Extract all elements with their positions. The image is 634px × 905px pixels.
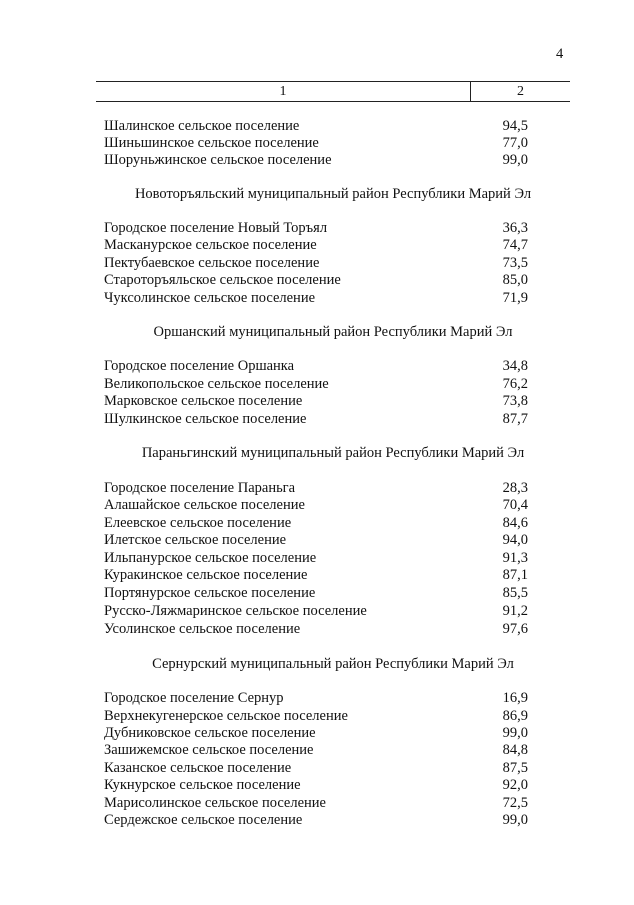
settlement-name: Илетское сельское поселение (104, 532, 287, 548)
settlement-name: Масканурское сельское поселение (104, 237, 317, 253)
settlement-name: Городское поселение Новый Торъял (104, 220, 328, 236)
district-heading: Новоторъяльский муниципальный район Республики Марий Эл (134, 186, 532, 202)
settlement-value: 36,3 (502, 220, 528, 236)
table-row (104, 358, 528, 375)
settlement-value: 91,3 (502, 550, 528, 566)
settlement-name: Казанское сельское поселение (104, 760, 292, 776)
settlement-value: 94,5 (502, 118, 528, 134)
settlement-value: 71,9 (502, 290, 528, 306)
settlement-value: 72,5 (502, 795, 528, 811)
district-heading: Параньгинский муниципальный район Республики Марий Эл (141, 445, 525, 461)
settlement-name: Марковское сельское поселение (104, 393, 303, 409)
settlement-name: Марисолинское сельское поселение (104, 795, 326, 811)
table-row (104, 550, 528, 567)
settlement-name: Усолинское сельское поселение (104, 621, 301, 637)
settlement-name: Шулкинское сельское поселение (104, 411, 307, 427)
settlement-value: 84,6 (502, 515, 528, 531)
settlement-name: Городское поселение Оршанка (104, 358, 295, 374)
settlement-name: Пектубаевское сельское поселение (104, 255, 320, 271)
district-heading: Оршанский муниципальный район Республики Марий Эл (153, 324, 513, 340)
table-row (104, 567, 528, 584)
table-row (104, 532, 528, 549)
table-row (104, 777, 528, 794)
header-column-1: 1 (96, 82, 471, 101)
settlement-value: 84,8 (502, 742, 528, 758)
table-row (104, 690, 528, 707)
table-row (104, 237, 528, 254)
settlement-value: 74,7 (502, 237, 528, 253)
settlement-value: 76,2 (502, 376, 528, 392)
table-row (104, 621, 528, 638)
settlement-value: 86,9 (502, 708, 528, 724)
table-row (104, 152, 528, 169)
settlement-name: Чуксолинское сельское поселение (104, 290, 316, 306)
table-row (104, 585, 528, 602)
settlement-value: 87,1 (502, 567, 528, 583)
settlement-value: 28,3 (502, 480, 528, 496)
settlement-value: 99,0 (502, 812, 528, 828)
settlement-name: Кукнурское сельское поселение (104, 777, 301, 793)
settlement-name: Городское поселение Параньга (104, 480, 296, 496)
settlement-name: Староторъяльское сельское поселение (104, 272, 341, 288)
settlement-name: Русско-Ляжмаринское сельское поселение (104, 603, 367, 619)
table-row (104, 760, 528, 777)
table-header (96, 81, 570, 102)
settlement-value: 73,5 (502, 255, 528, 271)
settlement-value: 87,5 (502, 760, 528, 776)
settlement-value: 16,9 (502, 690, 528, 706)
settlement-name: Зашижемское сельское поселение (104, 742, 314, 758)
settlement-value: 34,8 (502, 358, 528, 374)
settlement-value: 87,7 (502, 411, 528, 427)
settlement-value: 85,5 (502, 585, 528, 601)
settlement-name: Куракинское сельское поселение (104, 567, 308, 583)
settlement-name: Шалинское сельское поселение (104, 118, 300, 134)
table-row (104, 376, 528, 393)
settlement-value: 92,0 (502, 777, 528, 793)
table-row (104, 497, 528, 514)
settlement-name: Сердежское сельское поселение (104, 812, 303, 828)
settlement-value: 73,8 (502, 393, 528, 409)
settlement-value: 99,0 (502, 725, 528, 741)
settlement-name: Шоруньжинское сельское поселение (104, 152, 332, 168)
table-row (104, 393, 528, 410)
settlement-name: Шиньшинское сельское поселение (104, 135, 319, 151)
table-row (104, 272, 528, 289)
table-row (104, 135, 528, 152)
settlement-name: Алашайское сельское поселение (104, 497, 305, 513)
table-row (104, 118, 528, 135)
page-number: 4 (556, 46, 564, 62)
table-row (104, 812, 528, 829)
table-row (104, 220, 528, 237)
table-row (104, 603, 528, 620)
table-row (104, 725, 528, 742)
settlement-value: 97,6 (502, 621, 528, 637)
settlement-name: Дубниковское сельское поселение (104, 725, 316, 741)
settlement-name: Ильпанурское сельское поселение (104, 550, 317, 566)
settlement-name: Елеевское сельское поселение (104, 515, 292, 531)
table-row (104, 708, 528, 725)
settlement-name: Верхнекугенерское сельское поселение (104, 708, 348, 724)
table-row (104, 795, 528, 812)
settlement-value: 85,0 (502, 272, 528, 288)
settlement-value: 70,4 (502, 497, 528, 513)
table-row (104, 290, 528, 307)
settlement-value: 91,2 (502, 603, 528, 619)
settlement-value: 99,0 (502, 152, 528, 168)
settlement-name: Великопольское сельское поселение (104, 376, 329, 392)
header-column-2: 2 (517, 84, 524, 99)
settlement-name: Портянурское сельское поселение (104, 585, 316, 601)
table-row (104, 515, 528, 532)
settlement-name: Городское поселение Сернур (104, 690, 284, 706)
table-row (104, 411, 528, 428)
settlement-value: 94,0 (502, 532, 528, 548)
table-row (104, 742, 528, 759)
district-heading: Сернурский муниципальный район Республики Марий Эл (152, 656, 514, 672)
table-row (104, 480, 528, 497)
settlement-value: 77,0 (502, 135, 528, 151)
table-row (104, 255, 528, 272)
